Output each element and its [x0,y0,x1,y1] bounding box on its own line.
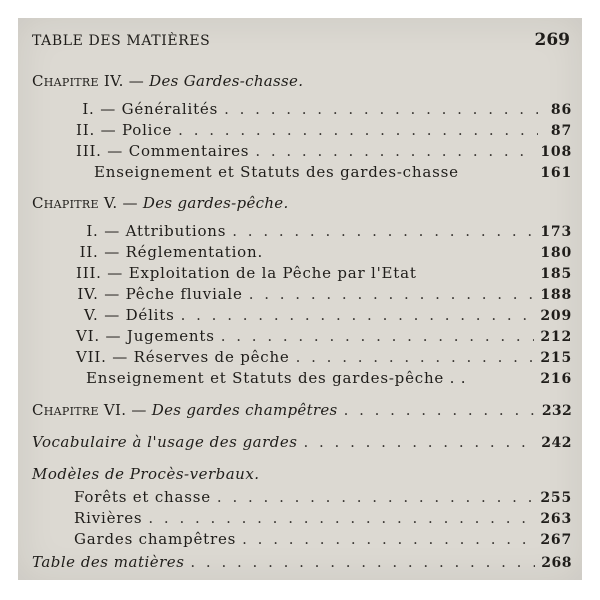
entry-page: 87 [550,123,572,139]
entry-title: Rivières [74,509,143,527]
entry-number: III. — [76,264,124,282]
entry-page: 188 [540,287,572,303]
entry-title: Table des matières [32,553,185,571]
leader-dots [190,553,535,571]
leader-dots [303,433,535,451]
entry-title: Attributions [125,222,227,240]
entry-title: Gardes champêtres [74,530,237,548]
entry-number: I. — [82,100,116,118]
toc-self-entry [32,553,572,571]
entry-page: 263 [540,511,572,527]
entry-title: Généralités [121,100,219,118]
leader-dots [249,285,535,303]
entry-page: 185 [540,266,572,282]
chapter-label: Chapitre V. — [32,194,138,212]
models-heading: Modèles de Procès-verbaux. [32,465,260,483]
entry-number: II. — [76,121,117,139]
entry-title: Jugements [126,327,215,345]
leader-dots [296,348,535,366]
entry-title: Pêche fluviale [125,285,243,303]
leader-dots [344,401,536,419]
entry-title: Délits [125,306,175,324]
toc-entry [76,100,572,118]
entry-number: IV. — [77,285,120,303]
toc-entry-extra [94,163,572,181]
toc-entry [76,222,572,240]
entry-page: 215 [540,350,572,366]
entry-page: 242 [541,435,572,451]
toc-entry [76,121,572,139]
vocabulary-entry [32,433,572,451]
toc-entry [76,285,572,303]
entry-page: 216 [540,371,572,387]
chapter-5-heading [32,194,289,212]
toc-entry [76,306,572,324]
leader-dots [178,121,538,139]
entry-page: 108 [540,144,572,160]
toc-entry [74,488,572,506]
chapter-label: Chapitre IV. — [32,72,145,90]
entry-title: Enseignement et Statuts des gardes-pêche . . [86,369,467,387]
toc-entry [76,348,572,366]
entry-title: Vocabulaire à l'usage des gardes [32,433,298,451]
entry-title: Forêts et chasse [74,488,211,506]
chapter-label: Chapitre VI. — [32,401,147,419]
entry-title: Enseignement et Statuts des gardes-chasse [94,163,459,181]
toc-entry-extra [86,369,572,387]
entry-number: I. — [86,222,120,240]
entry-title: Réserves de pêche [133,348,290,366]
leader-dots [242,530,534,548]
toc-entry [76,327,572,345]
leader-dots [224,100,538,118]
entry-title: Police [121,121,173,139]
entry-page: 255 [540,490,572,506]
leader-dots [221,327,535,345]
entry-page: 180 [540,245,572,261]
entry-page: 161 [540,165,572,181]
leader-dots [232,222,534,240]
entry-page: 173 [540,224,572,240]
header-page-number: 269 [534,30,570,50]
book-page [18,18,582,580]
entry-title: Commentaires [128,142,250,160]
running-header [32,30,570,50]
entry-number: VI. — [76,327,122,345]
toc-entry [74,509,572,527]
toc-entry [76,142,572,160]
toc-entry [74,530,572,548]
entry-title: Exploitation de la Pêche par l'Etat [128,264,417,282]
chapter-4-heading [32,72,303,90]
leader-dots [148,509,534,527]
leader-dots [255,142,534,160]
entry-number: VII. — [76,348,129,366]
entry-page: 267 [540,532,572,548]
chapter-title: Des gardes-pêche. [142,194,289,212]
entry-number: V. — [84,306,120,324]
entry-page: 232 [541,403,572,419]
chapter-title: Des gardes champêtres [151,401,338,419]
entry-page: 86 [550,102,572,118]
toc-entry [76,264,572,282]
entry-page: 268 [541,555,572,571]
entry-number: II. — [79,243,120,261]
chapter-title: Des Gardes-chasse. [149,72,304,90]
entry-title: Réglementation. [125,243,264,261]
chapter-6-heading [32,401,572,419]
entry-page: 209 [540,308,572,324]
leader-dots [181,306,535,324]
entry-number: III. — [76,142,124,160]
entry-page: 212 [540,329,572,345]
leader-dots [217,488,534,506]
header-title: TABLE DES MATIÈRES [32,33,211,49]
toc-entry [76,243,572,261]
